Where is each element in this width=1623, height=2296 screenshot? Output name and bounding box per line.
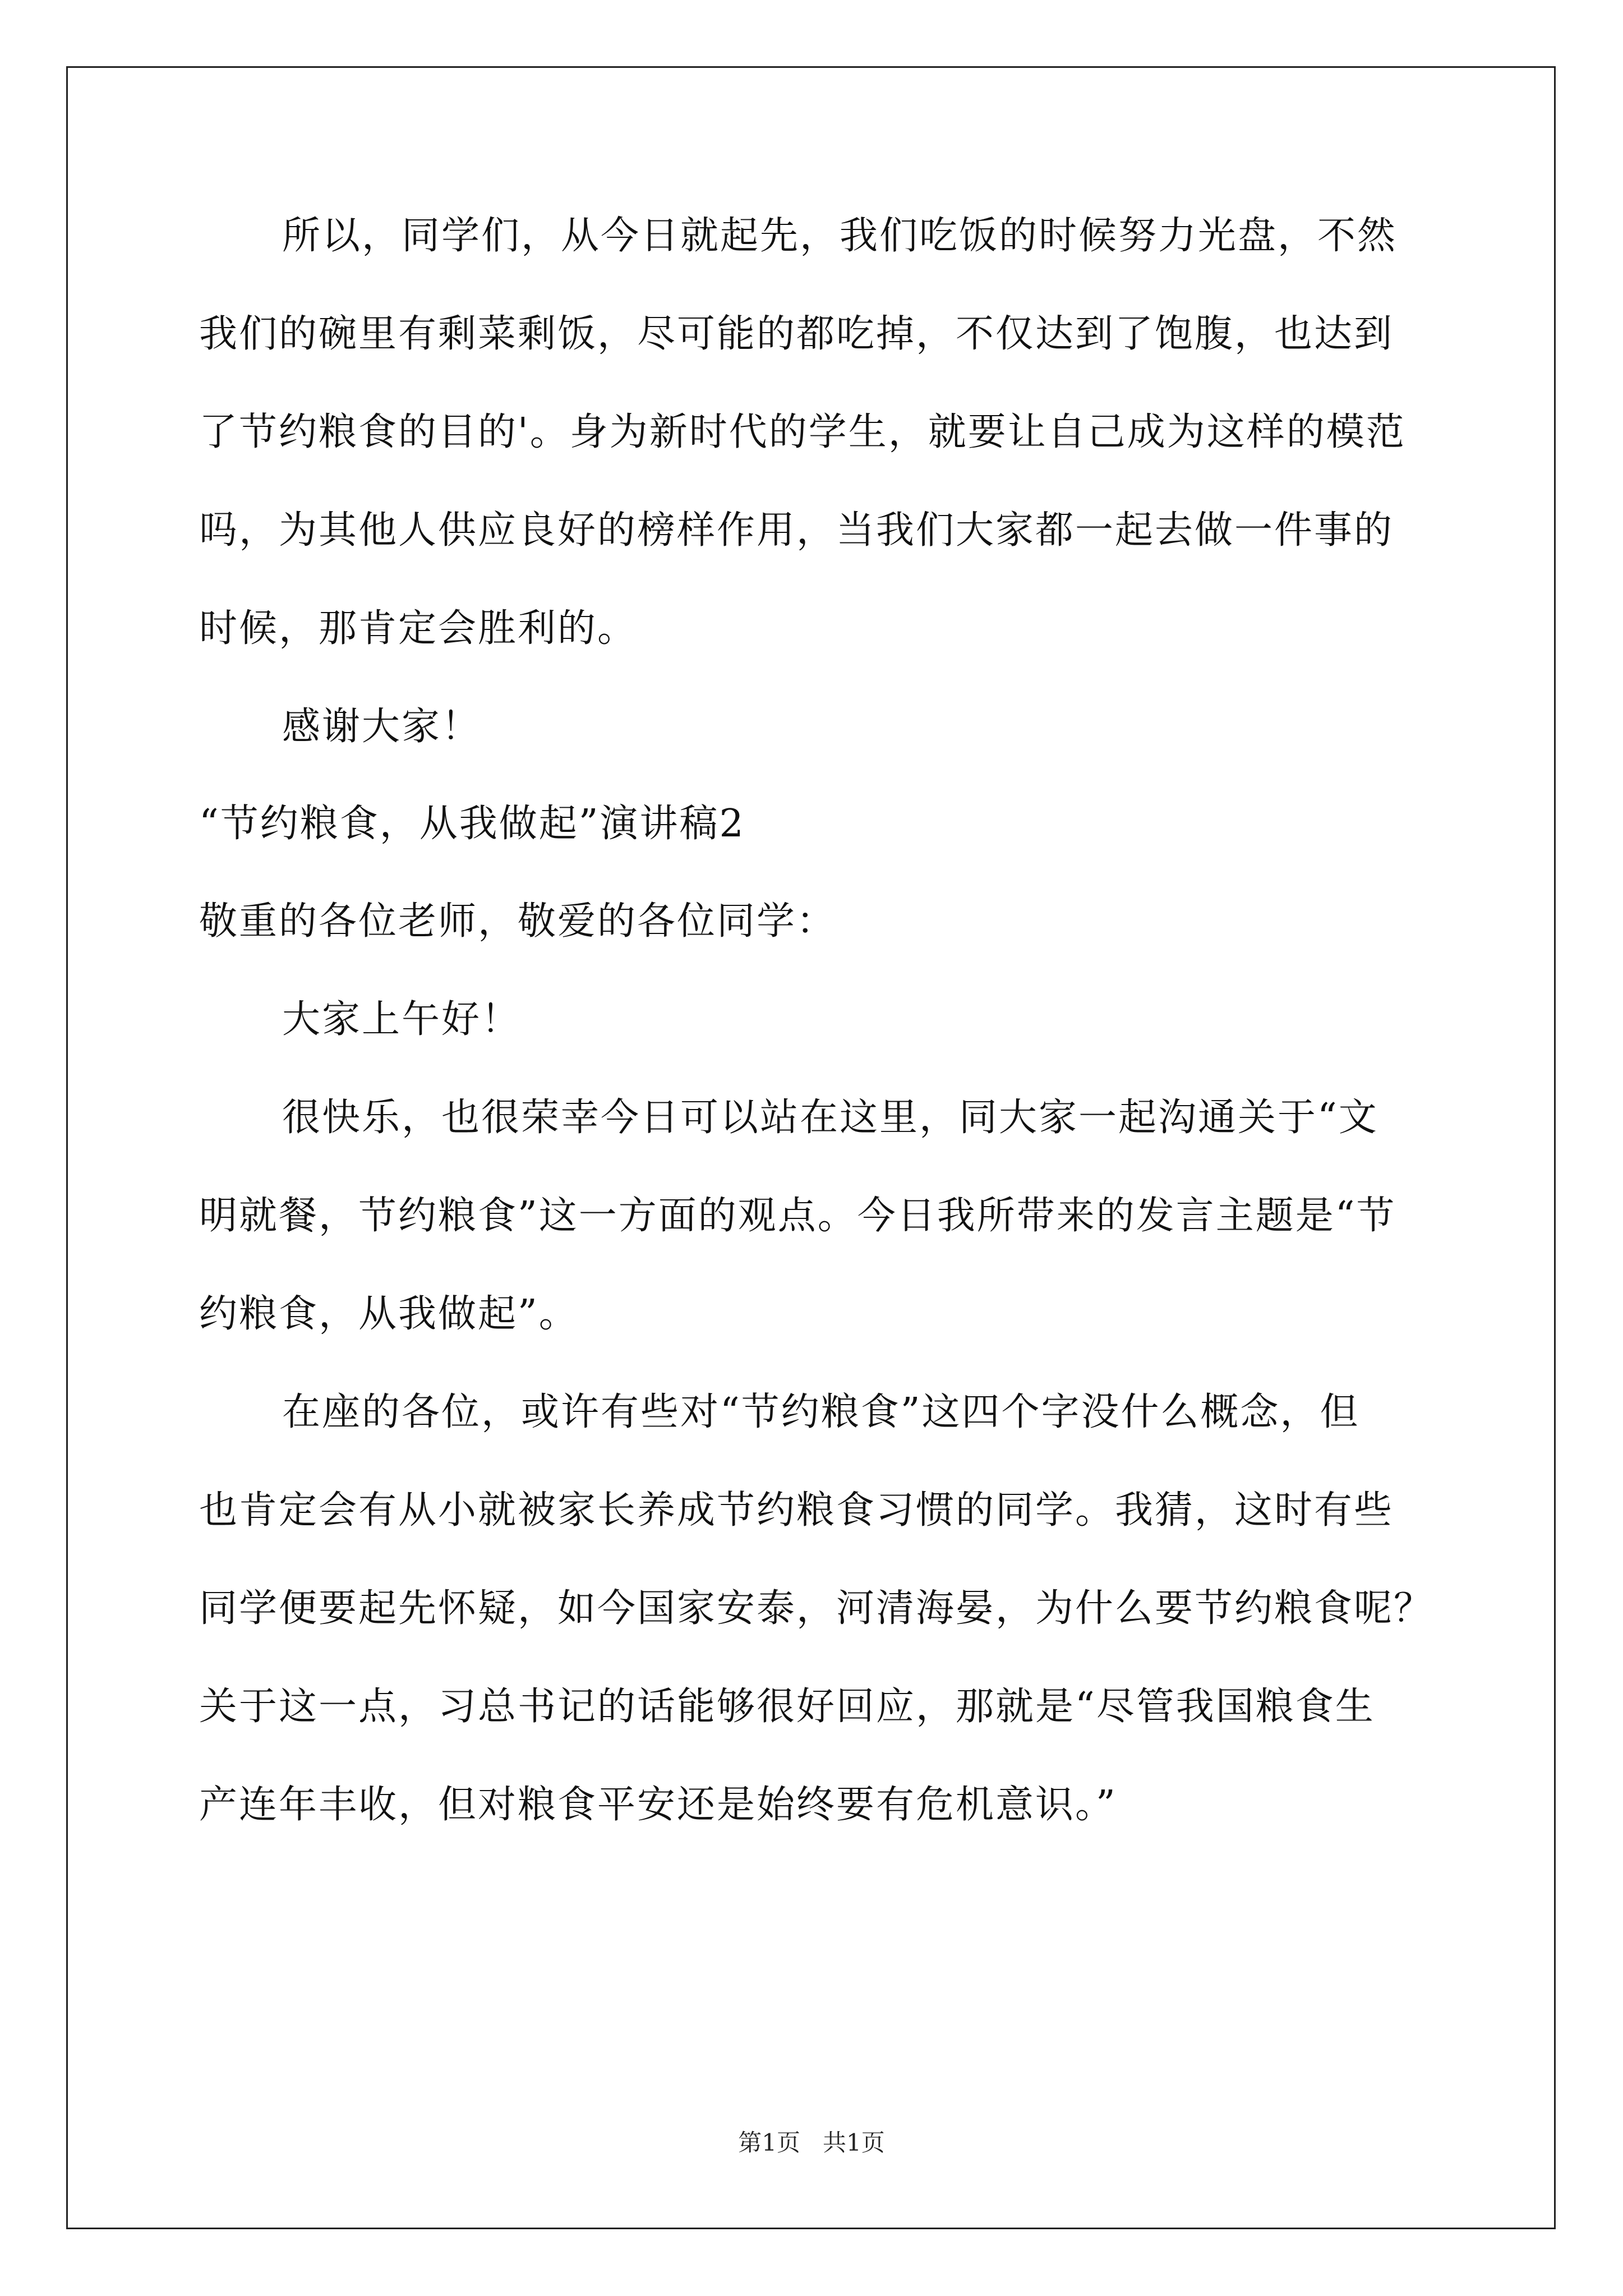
greeting: 大家上午好！ [282,997,522,1042]
closing-line: 感谢大家！ [282,705,482,749]
paragraph-line: 在座的各位，或许有些对“节约粮食”这四个字没什么概念，但 [282,1390,1360,1434]
paragraph-line: 产连年丰收，但对粮食平安还是始终要有危机意识。” [199,1783,1117,1827]
page-border [66,66,1556,2229]
paragraph-line: 时候，那肯定会胜利的。 [199,606,638,651]
paragraph-line: 所以，同学们，从今日就起先，我们吃饭的时候努力光盘，不然 [282,214,1398,258]
paragraph-line: 吗，为其他人供应良好的榜样作用，当我们大家都一起去做一件事的 [199,508,1394,553]
page-footer: 第1页 共1页 [738,2129,885,2156]
paragraph-line: 我们的碗里有剩菜剩饭，尽可能的都吃掉，不仅达到了饱腹，也达到 [199,312,1394,356]
paragraph-line: 也肯定会有从小就被家长养成节约粮食习惯的同学。我猜，这时有些 [199,1488,1394,1533]
section-heading: “节约粮食，从我做起”演讲稿2 [199,802,745,846]
paragraph-line: 约粮食，从我做起”。 [199,1292,579,1336]
paragraph-line: 很快乐，也很荣幸今日可以站在这里，同大家一起沟通关于“文 [282,1096,1378,1140]
paragraph-line: 关于这一点，习总书记的话能够很好回应，那就是“尽管我国粮食生 [199,1685,1375,1729]
salutation: 敬重的各位老师，敬爱的各位同学： [199,899,837,944]
paragraph-line: 同学便要起先怀疑，如今国家安泰，河清海晏，为什么要节约粮食呢？ [199,1586,1434,1631]
paragraph-line: 明就餐，节约粮食”这一方面的观点。今日我所带来的发言主题是“节 [199,1194,1396,1238]
paragraph-line: 了节约粮食的目的'。身为新时代的学生，就要让自己成为这样的模范 [199,410,1406,454]
